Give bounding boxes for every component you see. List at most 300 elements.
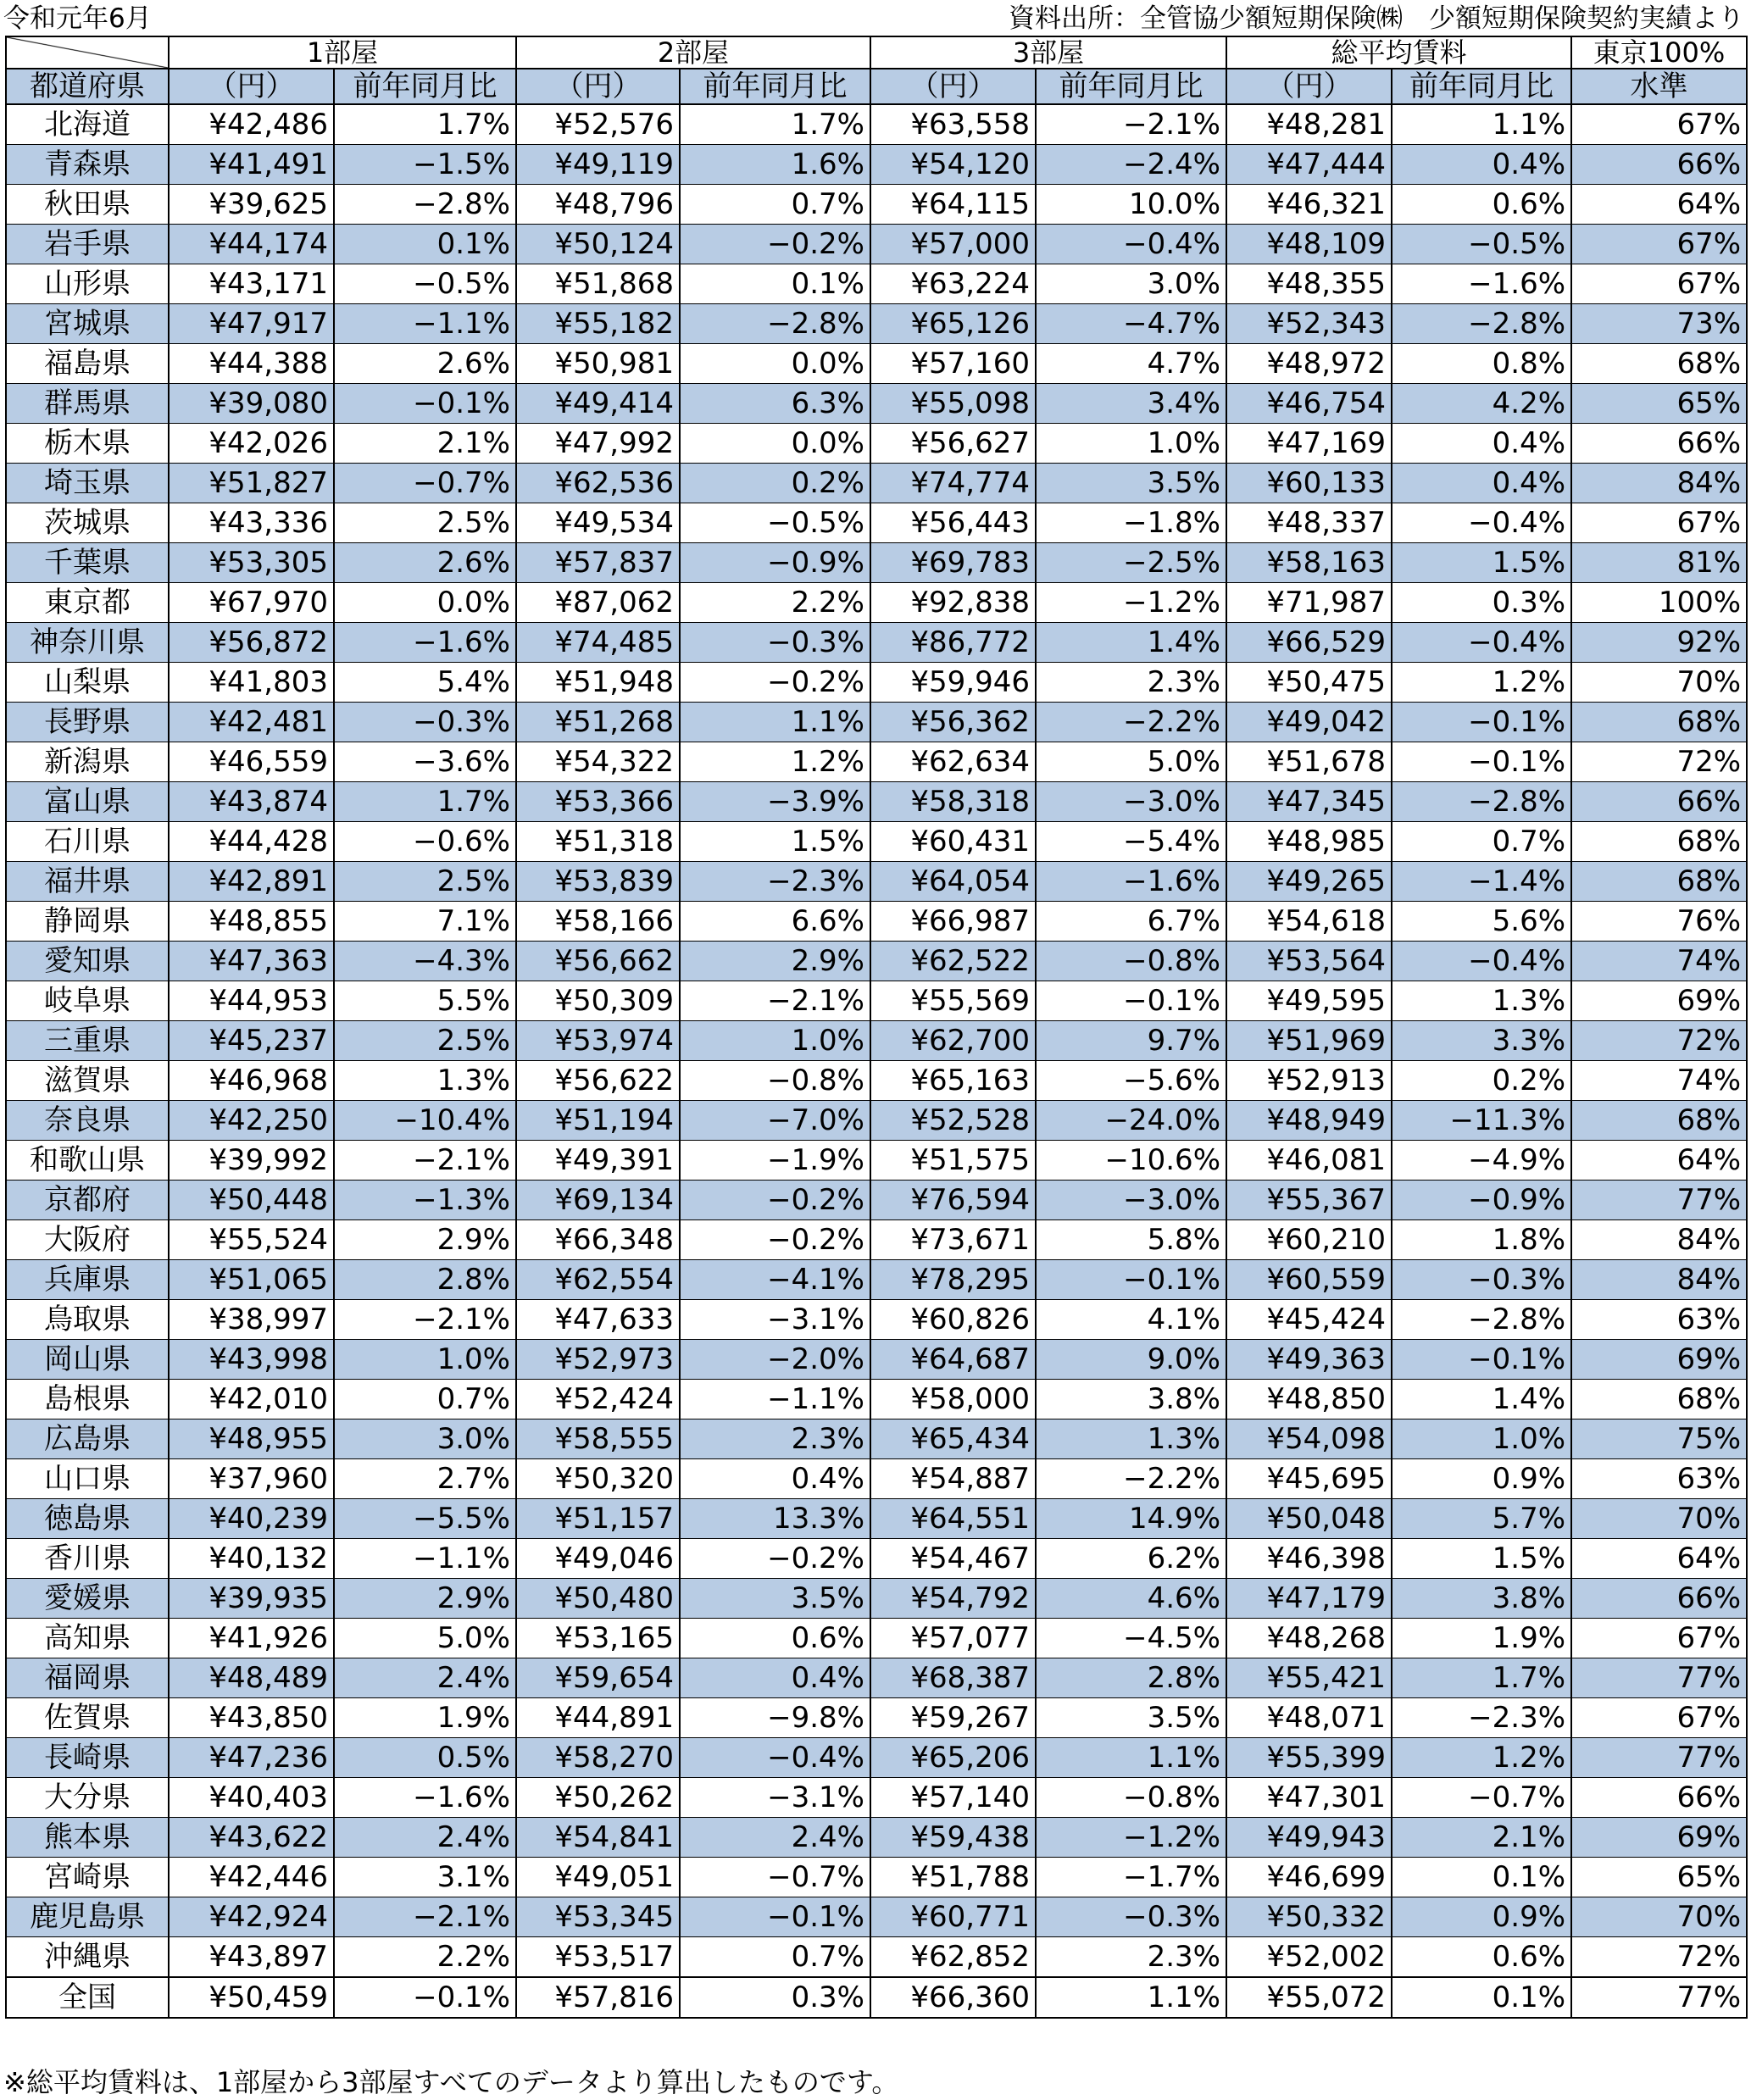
value-cell: −0.3% — [680, 623, 870, 663]
value-cell: ¥47,169 — [1226, 424, 1392, 464]
group-header: 東京100% — [1571, 36, 1747, 69]
value-cell: −1.5% — [334, 145, 516, 185]
value-cell: 1.8% — [1392, 1220, 1571, 1260]
value-cell: ¥86,772 — [870, 623, 1036, 663]
value-cell: ¥52,002 — [1226, 1937, 1392, 1978]
value-cell: 9.0% — [1036, 1340, 1226, 1380]
value-cell: ¥62,700 — [870, 1021, 1036, 1061]
value-cell: ¥62,634 — [870, 742, 1036, 782]
value-cell: 84% — [1571, 1220, 1747, 1260]
value-cell: ¥47,345 — [1226, 782, 1392, 822]
value-cell: −3.9% — [680, 782, 870, 822]
value-cell: ¥48,489 — [169, 1658, 334, 1698]
value-cell: ¥57,837 — [516, 543, 680, 583]
value-cell: ¥69,134 — [516, 1181, 680, 1220]
value-cell: 0.7% — [334, 1380, 516, 1419]
value-cell: −0.7% — [334, 464, 516, 503]
value-cell: −0.1% — [334, 1977, 516, 2018]
table-row — [6, 822, 1747, 862]
value-cell: ¥66,348 — [516, 1220, 680, 1260]
value-cell: ¥39,935 — [169, 1579, 334, 1619]
value-cell: ¥45,695 — [1226, 1459, 1392, 1499]
value-cell: 68% — [1571, 822, 1747, 862]
value-cell: 64% — [1571, 185, 1747, 225]
value-cell: −0.6% — [334, 822, 516, 862]
value-cell: ¥56,443 — [870, 503, 1036, 543]
value-cell: −0.4% — [1036, 225, 1226, 264]
value-cell: 1.0% — [680, 1021, 870, 1061]
value-cell: −0.2% — [680, 1539, 870, 1579]
value-cell: 74% — [1571, 942, 1747, 981]
column-header: 前年同月比 — [334, 69, 516, 104]
prefecture-cell: 福岡県 — [6, 1658, 169, 1698]
prefecture-cell: 富山県 — [6, 782, 169, 822]
value-cell: −2.0% — [680, 1340, 870, 1380]
value-cell: −1.2% — [1036, 583, 1226, 623]
table-row — [6, 981, 1747, 1021]
value-cell: ¥47,917 — [169, 304, 334, 344]
value-cell: ¥48,071 — [1226, 1698, 1392, 1738]
table-row — [6, 1340, 1747, 1380]
value-cell: 3.8% — [1392, 1579, 1571, 1619]
value-cell: ¥55,182 — [516, 304, 680, 344]
column-header: 水準 — [1571, 69, 1747, 104]
value-cell: ¥65,206 — [870, 1738, 1036, 1778]
value-cell: −5.6% — [1036, 1061, 1226, 1101]
value-cell: 3.5% — [1036, 1698, 1226, 1738]
data-source: 資料出所：全管協少額短期保険㈱ 少額短期保険契約実績より — [1009, 3, 1744, 34]
value-cell: ¥71,987 — [1226, 583, 1392, 623]
value-cell: 2.7% — [334, 1459, 516, 1499]
value-cell: ¥51,194 — [516, 1101, 680, 1141]
value-cell: ¥67,970 — [169, 583, 334, 623]
value-cell: −0.1% — [1392, 742, 1571, 782]
table-row — [6, 1937, 1747, 1978]
value-cell: 5.4% — [334, 663, 516, 703]
corner-cell — [6, 36, 169, 69]
value-cell: ¥48,955 — [169, 1419, 334, 1459]
prefecture-cell: 山梨県 — [6, 663, 169, 703]
value-cell: −0.5% — [680, 503, 870, 543]
prefecture-cell: 静岡県 — [6, 902, 169, 942]
table-row — [6, 1897, 1747, 1937]
value-cell: 1.2% — [1392, 663, 1571, 703]
value-cell: ¥54,792 — [870, 1579, 1036, 1619]
value-cell: ¥58,555 — [516, 1419, 680, 1459]
value-cell: ¥76,594 — [870, 1181, 1036, 1220]
value-cell: 2.9% — [334, 1220, 516, 1260]
table-row — [6, 464, 1747, 503]
group-header: 2部屋 — [516, 36, 870, 69]
value-cell: 75% — [1571, 1419, 1747, 1459]
value-cell: 0.8% — [1392, 344, 1571, 384]
value-cell: ¥48,355 — [1226, 264, 1392, 304]
value-cell: 66% — [1571, 1579, 1747, 1619]
value-cell: ¥50,448 — [169, 1181, 334, 1220]
value-cell: ¥52,973 — [516, 1340, 680, 1380]
value-cell: −0.7% — [1392, 1778, 1571, 1818]
value-cell: ¥55,072 — [1226, 1977, 1392, 2018]
table-row — [6, 1380, 1747, 1419]
table-row — [6, 1101, 1747, 1141]
value-cell: ¥87,062 — [516, 583, 680, 623]
value-cell: ¥42,924 — [169, 1897, 334, 1937]
report-date: 令和元年6月 — [3, 3, 152, 34]
value-cell: −0.8% — [1036, 1778, 1226, 1818]
value-cell: 5.6% — [1392, 902, 1571, 942]
value-cell: −2.8% — [1392, 782, 1571, 822]
prefecture-cell: 熊本県 — [6, 1818, 169, 1858]
value-cell: −0.1% — [1036, 981, 1226, 1021]
value-cell: −1.1% — [334, 1539, 516, 1579]
prefecture-cell: 滋賀県 — [6, 1061, 169, 1101]
value-cell: 1.9% — [1392, 1619, 1571, 1658]
value-cell: 1.7% — [1392, 1658, 1571, 1698]
value-cell: 0.5% — [334, 1738, 516, 1778]
value-cell: 3.0% — [1036, 264, 1226, 304]
value-cell: 66% — [1571, 782, 1747, 822]
value-cell: 10.0% — [1036, 185, 1226, 225]
value-cell: ¥92,838 — [870, 583, 1036, 623]
value-cell: −0.9% — [680, 543, 870, 583]
value-cell: ¥46,754 — [1226, 384, 1392, 424]
value-cell: ¥60,133 — [1226, 464, 1392, 503]
value-cell: −4.1% — [680, 1260, 870, 1300]
value-cell: 67% — [1571, 503, 1747, 543]
value-cell: 5.7% — [1392, 1499, 1571, 1539]
value-cell: −0.4% — [1392, 942, 1571, 981]
value-cell: ¥60,771 — [870, 1897, 1036, 1937]
value-cell: 7.1% — [334, 902, 516, 942]
value-cell: ¥46,559 — [169, 742, 334, 782]
table-row — [6, 1698, 1747, 1738]
table-row — [6, 1300, 1747, 1340]
value-cell: 66% — [1571, 145, 1747, 185]
table-row — [6, 424, 1747, 464]
table-row — [6, 304, 1747, 344]
value-cell: ¥42,010 — [169, 1380, 334, 1419]
value-cell: ¥50,475 — [1226, 663, 1392, 703]
table-row — [6, 1220, 1747, 1260]
value-cell: ¥55,524 — [169, 1220, 334, 1260]
prefecture-cell: 福島県 — [6, 344, 169, 384]
prefecture-cell: 宮崎県 — [6, 1858, 169, 1897]
value-cell: ¥63,558 — [870, 104, 1036, 145]
value-cell: 81% — [1571, 543, 1747, 583]
value-cell: 67% — [1571, 1698, 1747, 1738]
value-cell: ¥50,332 — [1226, 1897, 1392, 1937]
table-row — [6, 1778, 1747, 1818]
value-cell: −2.5% — [1036, 543, 1226, 583]
value-cell: 0.9% — [1392, 1897, 1571, 1937]
value-cell: ¥51,678 — [1226, 742, 1392, 782]
table-row — [6, 1818, 1747, 1858]
value-cell: 0.6% — [680, 1619, 870, 1658]
value-cell: 67% — [1571, 264, 1747, 304]
value-cell: ¥60,826 — [870, 1300, 1036, 1340]
prefecture-cell: 広島県 — [6, 1419, 169, 1459]
table-row — [6, 1061, 1747, 1101]
column-header: 都道府県 — [6, 69, 169, 104]
value-cell: ¥51,318 — [516, 822, 680, 862]
value-cell: −0.4% — [1392, 623, 1571, 663]
value-cell: ¥47,236 — [169, 1738, 334, 1778]
value-cell: ¥59,654 — [516, 1658, 680, 1698]
value-cell: ¥57,816 — [516, 1977, 680, 2018]
value-cell: ¥74,485 — [516, 623, 680, 663]
value-cell: 9.7% — [1036, 1021, 1226, 1061]
value-cell: ¥45,424 — [1226, 1300, 1392, 1340]
value-cell: ¥48,949 — [1226, 1101, 1392, 1141]
value-cell: −1.8% — [1036, 503, 1226, 543]
value-cell: ¥57,000 — [870, 225, 1036, 264]
value-cell: ¥58,270 — [516, 1738, 680, 1778]
value-cell: ¥48,337 — [1226, 503, 1392, 543]
value-cell: 1.1% — [1036, 1738, 1226, 1778]
value-cell: ¥49,414 — [516, 384, 680, 424]
value-cell: ¥53,974 — [516, 1021, 680, 1061]
value-cell: 3.1% — [334, 1858, 516, 1897]
value-cell: −0.4% — [680, 1738, 870, 1778]
value-cell: −0.1% — [1036, 1260, 1226, 1300]
value-cell: ¥62,536 — [516, 464, 680, 503]
value-cell: −0.2% — [680, 663, 870, 703]
value-cell: 6.7% — [1036, 902, 1226, 942]
table-row — [6, 344, 1747, 384]
value-cell: −2.3% — [680, 862, 870, 902]
value-cell: −0.1% — [1392, 703, 1571, 742]
value-cell: −1.7% — [1036, 1858, 1226, 1897]
value-cell: ¥51,868 — [516, 264, 680, 304]
value-cell: 77% — [1571, 1181, 1747, 1220]
value-cell: ¥49,119 — [516, 145, 680, 185]
value-cell: 84% — [1571, 464, 1747, 503]
value-cell: −2.3% — [1392, 1698, 1571, 1738]
value-cell: 2.1% — [334, 424, 516, 464]
value-cell: −0.1% — [1392, 1340, 1571, 1380]
value-cell: −2.4% — [1036, 145, 1226, 185]
value-cell: −2.1% — [334, 1141, 516, 1181]
value-cell: 2.8% — [334, 1260, 516, 1300]
value-cell: ¥47,179 — [1226, 1579, 1392, 1619]
value-cell: −3.0% — [1036, 782, 1226, 822]
value-cell: ¥45,237 — [169, 1021, 334, 1061]
value-cell: −0.3% — [334, 703, 516, 742]
value-cell: ¥51,157 — [516, 1499, 680, 1539]
value-cell: ¥47,363 — [169, 942, 334, 981]
value-cell: ¥56,362 — [870, 703, 1036, 742]
value-cell: ¥43,874 — [169, 782, 334, 822]
value-cell: 66% — [1571, 424, 1747, 464]
value-cell: ¥51,969 — [1226, 1021, 1392, 1061]
value-cell: ¥48,796 — [516, 185, 680, 225]
value-cell: 68% — [1571, 703, 1747, 742]
table-row — [6, 1419, 1747, 1459]
value-cell: 2.5% — [334, 862, 516, 902]
column-header: 前年同月比 — [1036, 69, 1226, 104]
value-cell: 0.2% — [1392, 1061, 1571, 1101]
value-cell: ¥43,998 — [169, 1340, 334, 1380]
value-cell: ¥43,171 — [169, 264, 334, 304]
group-header-row — [6, 36, 1747, 69]
value-cell: 0.1% — [1392, 1858, 1571, 1897]
value-cell: 2.3% — [1036, 1937, 1226, 1978]
value-cell: −1.4% — [1392, 862, 1571, 902]
value-cell: −1.6% — [1392, 264, 1571, 304]
prefecture-cell: 愛媛県 — [6, 1579, 169, 1619]
value-cell: ¥47,633 — [516, 1300, 680, 1340]
value-cell: ¥65,126 — [870, 304, 1036, 344]
value-cell: ¥48,972 — [1226, 344, 1392, 384]
value-cell: ¥42,250 — [169, 1101, 334, 1141]
table-row — [6, 1141, 1747, 1181]
value-cell: ¥49,363 — [1226, 1340, 1392, 1380]
value-cell: ¥49,595 — [1226, 981, 1392, 1021]
value-cell: −10.6% — [1036, 1141, 1226, 1181]
value-cell: ¥53,165 — [516, 1619, 680, 1658]
value-cell: ¥55,367 — [1226, 1181, 1392, 1220]
prefecture-cell: 奈良県 — [6, 1101, 169, 1141]
sub-header-row — [6, 69, 1747, 104]
value-cell: ¥39,080 — [169, 384, 334, 424]
table-row — [6, 1619, 1747, 1658]
value-cell: 1.3% — [334, 1061, 516, 1101]
value-cell: 0.1% — [1392, 1977, 1571, 2018]
prefecture-cell: 佐賀県 — [6, 1698, 169, 1738]
value-cell: 2.4% — [334, 1818, 516, 1858]
value-cell: −1.3% — [334, 1181, 516, 1220]
column-header: 前年同月比 — [680, 69, 870, 104]
value-cell: ¥56,662 — [516, 942, 680, 981]
value-cell: −2.1% — [1036, 104, 1226, 145]
value-cell: 1.7% — [680, 104, 870, 145]
value-cell: 74% — [1571, 1061, 1747, 1101]
value-cell: 64% — [1571, 1141, 1747, 1181]
value-cell: 0.9% — [1392, 1459, 1571, 1499]
value-cell: ¥50,048 — [1226, 1499, 1392, 1539]
value-cell: 2.2% — [334, 1937, 516, 1978]
value-cell: 67% — [1571, 104, 1747, 145]
value-cell: 5.8% — [1036, 1220, 1226, 1260]
prefecture-cell: 秋田県 — [6, 185, 169, 225]
value-cell: ¥39,625 — [169, 185, 334, 225]
prefecture-cell: 長野県 — [6, 703, 169, 742]
value-cell: ¥44,388 — [169, 344, 334, 384]
value-cell: 73% — [1571, 304, 1747, 344]
value-cell: −0.3% — [1036, 1897, 1226, 1937]
value-cell: −0.2% — [680, 225, 870, 264]
value-cell: 0.1% — [334, 225, 516, 264]
value-cell: ¥63,224 — [870, 264, 1036, 304]
value-cell: ¥57,077 — [870, 1619, 1036, 1658]
value-cell: ¥74,774 — [870, 464, 1036, 503]
value-cell: −0.8% — [1036, 942, 1226, 981]
value-cell: ¥50,459 — [169, 1977, 334, 2018]
value-cell: ¥52,528 — [870, 1101, 1036, 1141]
value-cell: −2.1% — [334, 1897, 516, 1937]
value-cell: 70% — [1571, 1499, 1747, 1539]
value-cell: ¥54,887 — [870, 1459, 1036, 1499]
column-header: 前年同月比 — [1392, 69, 1571, 104]
value-cell: 2.8% — [1036, 1658, 1226, 1698]
value-cell: ¥55,098 — [870, 384, 1036, 424]
value-cell: 65% — [1571, 1858, 1747, 1897]
value-cell: 3.5% — [680, 1579, 870, 1619]
table-row — [6, 543, 1747, 583]
prefecture-cell: 岩手県 — [6, 225, 169, 264]
value-cell: −4.5% — [1036, 1619, 1226, 1658]
value-cell: ¥73,671 — [870, 1220, 1036, 1260]
value-cell: 1.1% — [1036, 1977, 1226, 2018]
value-cell: −4.3% — [334, 942, 516, 981]
value-cell: ¥62,852 — [870, 1937, 1036, 1978]
value-cell: ¥44,428 — [169, 822, 334, 862]
value-cell: 68% — [1571, 344, 1747, 384]
value-cell: ¥49,042 — [1226, 703, 1392, 742]
value-cell: ¥51,827 — [169, 464, 334, 503]
value-cell: −2.1% — [680, 981, 870, 1021]
prefecture-cell: 三重県 — [6, 1021, 169, 1061]
value-cell: ¥44,953 — [169, 981, 334, 1021]
value-cell: 66% — [1571, 1778, 1747, 1818]
value-cell: 0.7% — [680, 1937, 870, 1978]
value-cell: ¥66,529 — [1226, 623, 1392, 663]
prefecture-cell: 石川県 — [6, 822, 169, 862]
value-cell: ¥40,239 — [169, 1499, 334, 1539]
value-cell: ¥64,054 — [870, 862, 1036, 902]
value-cell: 2.1% — [1392, 1818, 1571, 1858]
value-cell: ¥48,109 — [1226, 225, 1392, 264]
value-cell: −1.2% — [1036, 1818, 1226, 1858]
prefecture-cell: 北海道 — [6, 104, 169, 145]
value-cell: 68% — [1571, 1380, 1747, 1419]
table-row — [6, 782, 1747, 822]
value-cell: 1.3% — [1392, 981, 1571, 1021]
value-cell: ¥55,569 — [870, 981, 1036, 1021]
value-cell: 1.4% — [1392, 1380, 1571, 1419]
value-cell: ¥41,926 — [169, 1619, 334, 1658]
value-cell: 0.7% — [1392, 822, 1571, 862]
table-row — [6, 1579, 1747, 1619]
value-cell: ¥41,491 — [169, 145, 334, 185]
value-cell: ¥52,913 — [1226, 1061, 1392, 1101]
value-cell: 3.4% — [1036, 384, 1226, 424]
table-row — [6, 264, 1747, 304]
value-cell: 1.6% — [680, 145, 870, 185]
value-cell: 70% — [1571, 663, 1747, 703]
value-cell: ¥40,132 — [169, 1539, 334, 1579]
value-cell: ¥58,318 — [870, 782, 1036, 822]
value-cell: −0.8% — [680, 1061, 870, 1101]
prefecture-cell: 沖縄県 — [6, 1937, 169, 1978]
prefecture-cell: 大阪府 — [6, 1220, 169, 1260]
value-cell: ¥68,387 — [870, 1658, 1036, 1698]
value-cell: ¥62,554 — [516, 1260, 680, 1300]
prefecture-cell: 岡山県 — [6, 1340, 169, 1380]
table-row — [6, 1181, 1747, 1220]
value-cell: 1.1% — [1392, 104, 1571, 145]
table-row — [6, 902, 1747, 942]
value-cell: 4.6% — [1036, 1579, 1226, 1619]
value-cell: 0.4% — [1392, 464, 1571, 503]
value-cell: 69% — [1571, 981, 1747, 1021]
value-cell: ¥49,046 — [516, 1539, 680, 1579]
table-row — [6, 225, 1747, 264]
value-cell: −2.2% — [1036, 1459, 1226, 1499]
prefecture-cell: 千葉県 — [6, 543, 169, 583]
value-cell: ¥53,366 — [516, 782, 680, 822]
prefecture-cell: 全国 — [6, 1977, 169, 2018]
